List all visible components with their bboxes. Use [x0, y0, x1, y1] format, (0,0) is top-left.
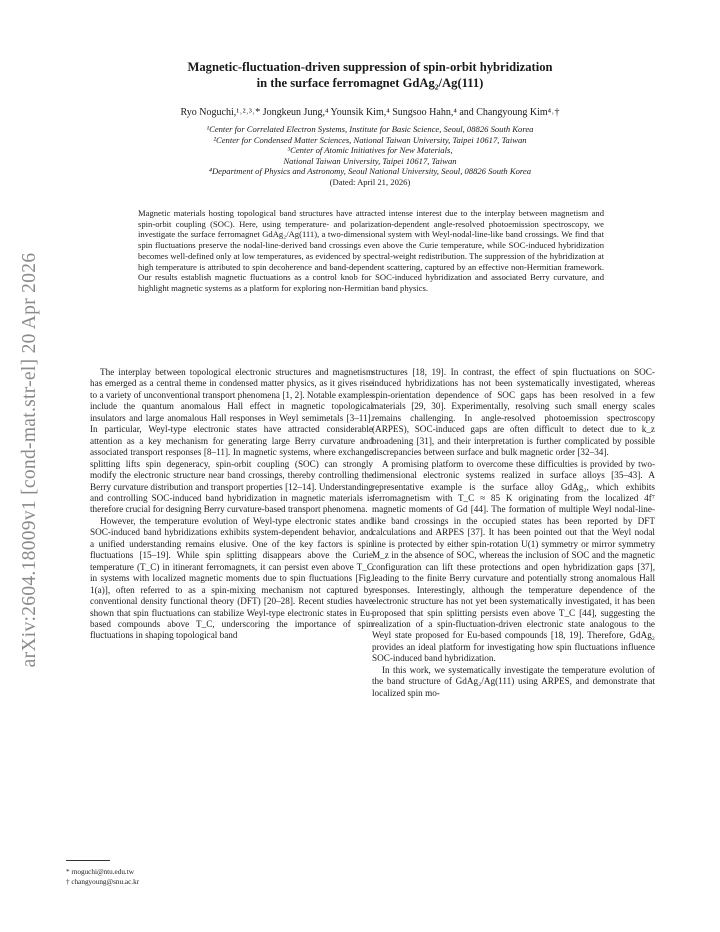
affiliation-1: ¹Center for Correlated Electron Systems, Institute for Basic Science, Seoul, 08826 South Korea	[206, 124, 534, 134]
affiliation-3b: National Taiwan University, Taipei 10617, Taiwan	[283, 155, 457, 166]
affiliation-3a: ³Center of Atomic Initiatives for New Materials,	[287, 145, 453, 156]
paper-title	[90, 60, 650, 91]
body-paragraph: However, the temperature evolution of Weyl-type electronic states and SOC-induced band hybridizations exhibits system-dependent behavior, and a unified understanding remains elusive. One of the key factors is spin fluctuations [15–19]. While spin splitting disappears above the Curie temperature (T_C) in itinerant ferromagnets, it can persist even above T_C in systems with localized magnetic moments due to spin fluctuations [Fig. 1(a)], often referred to as a spin-mixing mechanism not captured by conventional density functional theory (DFT) [20–28]. Recent studies have shown that spin fluctuations can stabilize Weyl-type electronic states in Eu-based compounds above T_C, underscoring the importance of spin fluctuations in shaping topological band	[90, 515, 373, 641]
affiliation-4: ⁴Department of Physics and Astronomy, Seoul National University, Seoul, 08826 South Korea	[208, 166, 532, 177]
arxiv-sidebar-id	[4, 210, 56, 710]
footnote-email-2: † changyoung@snu.ac.kr	[66, 877, 140, 886]
affiliations	[90, 124, 650, 188]
body-paragraph: The interplay between topological electronic structures and magnetism has emerged as a central theme in condensed matter physics, as it gives rise to a variety of unconventional transport phenomena [1, 2]. Notable examples include the quantum anomalous Hall effect in magnetic topological insulators and large anomalous Hall responses in Weyl semimetals [3–11]. In particular, Weyl-type electronic states have attracted considerable attention as a key mechanism for generating large Berry curvature and associated transport responses [8–11]. In magnetic systems, where exchange splitting lifts spin degeneracy, spin-orbit coupling (SOC) can strongly modify the electronic structure near band crossings, thereby controlling the Berry curvature distribution and transport properties [12–14]. Understanding and controlling SOC-induced band hybridization in magnetic materials is therefore crucial for designing Berry curvature-based transport phenomena.	[90, 367, 373, 515]
footnote-email-1: * rnoguchi@ntu.edu.tw	[66, 868, 134, 876]
arxiv-id-text: arXiv:2604.18009v1 [cond-mat.str-el] 20 Apr 2026	[19, 252, 40, 668]
title-line-2: in the surface ferromagnet GdAg₂/Ag(111)	[256, 75, 484, 90]
footnote-rule	[66, 860, 110, 861]
body-paragraph: structures [18, 19]. In contrast, the effect of spin fluctuations on SOC-induced hybridizations has not been systematically investigated, whereas spin-orientation dependence of SOC gaps has been resolved in a few materials [29, 30]. Experimentally, resolving such small energy scales remains challenging. In angle-resolved photoemission spectroscopy (ARPES), SOC-induced gaps are often difficult to detect due to k_z broadening [31], and their interpretation is further complicated by possible discrepancies between surface and bulk magnetic order [32–34].	[372, 367, 655, 458]
dated-line: (Dated: April 21, 2026)	[329, 176, 411, 187]
title-line-1: Magnetic-fluctuation-driven suppression of spin-orbit hybridization	[187, 60, 553, 74]
footnotes	[66, 868, 366, 887]
affiliation-2: ²Center for Condensed Matter Sciences, National Taiwan University, Taipei 10617, Taiwan	[213, 134, 527, 145]
author-list: Ryo Noguchi,¹˒²˒³˒* Jongkeun Jung,⁴ Younsik Kim,⁴ Sungsoo Hahn,⁴ and Changyoung Kim⁴˒†	[180, 107, 560, 118]
body-column-right	[372, 367, 655, 699]
abstract: Magnetic materials hosting topological band structures have attracted intense interest due to the interplay between magnetism and spin-orbit coupling (SOC). Here, using temperature- and polarization-dependent angle-resolved photoemission spectroscopy, we investigate the surface ferromagnet GdAg₂/Ag(111), a two-dimensional system with Weyl-nodal-line-like band crossings. We find that spin fluctuations preserve the nodal-line-derived band crossings even above the Curie temperature, while SOC-induced hybridization becomes well-defined only at low temperatures, as evidenced by spectral-weight redistribution. The suppression of the hybridization at high temperature is attributed to spin decoherence and band-dependent scattering, captured by an effective non-Hermitian framework. Our results establish magnetic fluctuations as a control knob for SOC-induced hybridization and associated Berry curvature, and highlight magnetic systems as a platform for exploring non-Hermitian band physics.	[138, 208, 604, 293]
body-paragraph: A promising platform to overcome these difficulties is provided by two-dimensional electronic systems realized in surface alloys [35–43]. A representative example is the surface alloy GdAg₂, which exhibits ferromagnetism with T_C ≈ 85 K originating from the localized 4f⁷ magnetic moments of Gd [44]. The formation of multiple Weyl nodal-line-like band crossings in the occupied states has been reported by DFT calculations and ARPES [37]. It has been pointed out that the Weyl nodal line is protected by either spin-rotation U(1) symmetry or mirror symmetry M_z in the absence of SOC, whereas the inclusion of SOC and the magnetic configuration can lift these protections and open hybridization gaps [37], leading to the finite Berry curvature and potentially strong anomalous Hall responses. Interestingly, although the temperature dependence of the electronic structure has not yet been systematically investigated, it has been proposed that spin splitting persists even above T_C [44], suggesting the realization of a spin-fluctuation-driven electronic state analogous to the Weyl state proposed for Eu-based compounds [18, 19]. Therefore, GdAg₂ provides an ideal platform for investigating how spin fluctuations influence SOC-induced band hybridization.	[372, 458, 655, 664]
body-column-left	[90, 367, 373, 642]
body-paragraph: In this work, we systematically investigate the temperature evolution of the band structure of GdAg₂/Ag(111) using ARPES, and demonstrate that localized spin mo-	[372, 664, 655, 698]
